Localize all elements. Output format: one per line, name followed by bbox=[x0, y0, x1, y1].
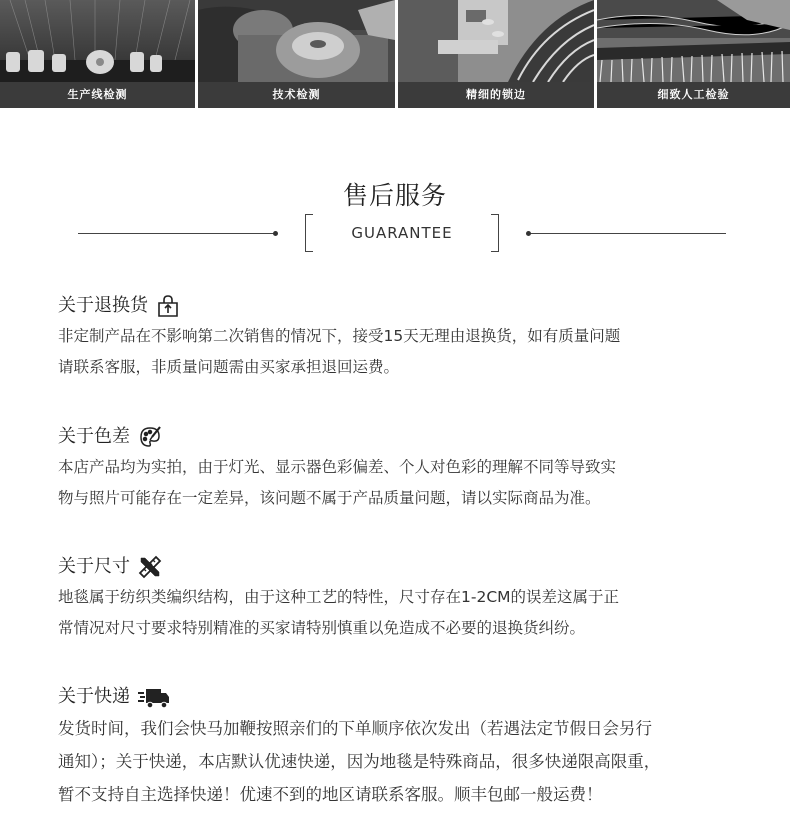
divider-dot-left bbox=[273, 231, 278, 236]
fringe-inspection-photo bbox=[597, 0, 790, 82]
banner-caption: 技术检测 bbox=[198, 82, 395, 108]
divider-dot-right bbox=[526, 231, 531, 236]
section-delivery bbox=[58, 683, 758, 811]
shopping-bag-return-icon bbox=[156, 294, 180, 318]
banner-tile-edge-locking bbox=[398, 0, 594, 108]
section-body bbox=[58, 452, 758, 514]
divider-line-right bbox=[529, 233, 726, 234]
banner-tile-manual-inspection bbox=[597, 0, 790, 108]
section-heading bbox=[58, 683, 758, 711]
edge-locking-photo bbox=[398, 0, 594, 82]
section-returns bbox=[58, 292, 758, 383]
section-color-difference bbox=[58, 423, 758, 514]
inspection-banner bbox=[0, 0, 790, 108]
section-line: 地毯属于纺织类编织结构，由于这种工艺的特性，尺寸存在1-2CM的误差这属于正 bbox=[58, 588, 620, 606]
section-line: 暂不支持自主选择快递！优速不到的地区请联系客服。顺丰包邮一般运费！ bbox=[58, 785, 603, 804]
section-line: 物与照片可能存在一定差异，该问题不属于产品质量问题，请以实际商品为准。 bbox=[58, 489, 601, 507]
section-line: 发货时间，我们会快马加鞭按照亲们的下单顺序依次发出（若遇法定节假日会另行 bbox=[58, 719, 652, 738]
divider-line-left bbox=[78, 233, 274, 234]
palette-brush-icon bbox=[138, 425, 162, 449]
guarantee-label: GUARANTEE bbox=[351, 224, 453, 242]
section-heading-text: 关于尺寸 bbox=[58, 556, 130, 577]
ruler-pencil-icon bbox=[138, 555, 162, 579]
delivery-truck-icon bbox=[138, 685, 170, 709]
section-line: 通知）；关于快递，本店默认优速快递，因为地毯是特殊商品，很多快递限高限重， bbox=[58, 752, 661, 771]
banner-tile-production-line bbox=[0, 0, 195, 108]
section-heading bbox=[58, 553, 758, 581]
section-heading bbox=[58, 423, 758, 451]
after-sales-title: 售后服务 bbox=[342, 181, 447, 210]
banner-caption: 细致人工检验 bbox=[597, 82, 790, 108]
section-body bbox=[58, 712, 758, 811]
banner-caption: 精细的锁边 bbox=[398, 82, 594, 108]
thread-spools-photo bbox=[0, 0, 195, 82]
section-line: 常情况对尺寸要求特别精准的买家请特别慎重以免造成不必要的退换货纠纷。 bbox=[58, 619, 586, 637]
section-body bbox=[58, 321, 758, 383]
section-heading-text: 关于色差 bbox=[58, 426, 130, 447]
yarn-cone-photo bbox=[198, 0, 395, 82]
section-line: 请联系客服，非质量问题需由买家承担退回运费。 bbox=[58, 358, 400, 376]
section-body bbox=[58, 582, 758, 644]
section-line: 本店产品均为实拍，由于灯光、显示器色彩偏差、个人对色彩的理解不同等导致实 bbox=[58, 458, 617, 476]
section-line: 非定制产品在不影响第二次销售的情况下，接受15天无理由退换货，如有质量问题 bbox=[58, 327, 621, 345]
section-heading bbox=[58, 292, 758, 320]
banner-caption: 生产线检测 bbox=[0, 82, 195, 108]
section-heading-text: 关于快递 bbox=[58, 686, 130, 707]
section-heading-text: 关于退换货 bbox=[58, 295, 148, 316]
banner-tile-technical-inspection bbox=[198, 0, 395, 108]
guarantee-label-box bbox=[305, 214, 499, 252]
section-size bbox=[58, 553, 758, 644]
